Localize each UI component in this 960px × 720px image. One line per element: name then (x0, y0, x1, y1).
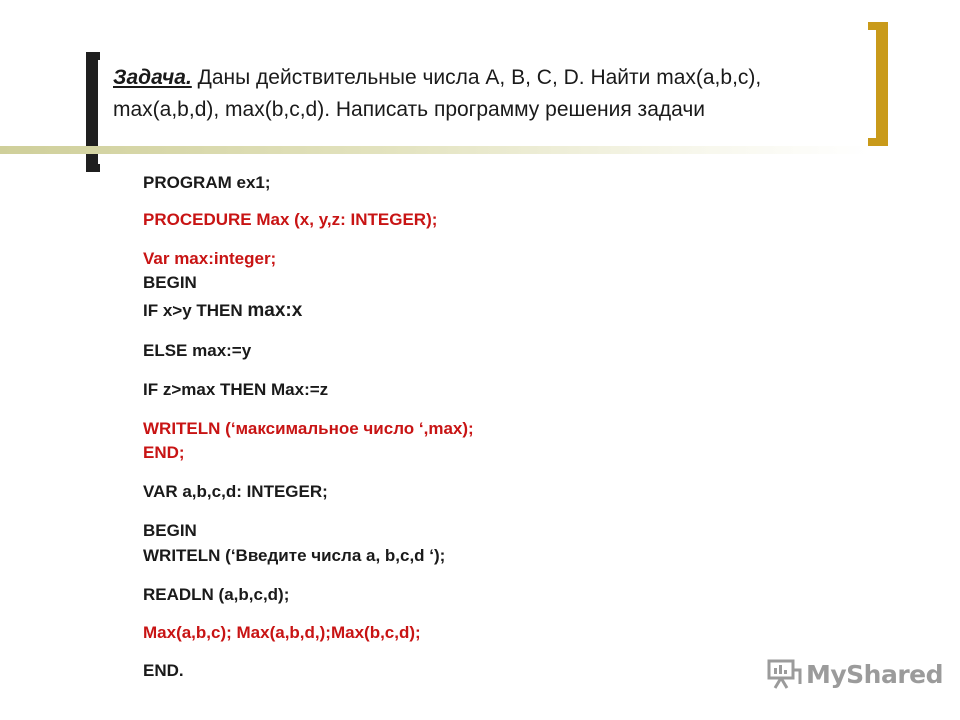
code-line-max-calls: Max(a,b,c); Max(a,b,d,);Max(b,c,d); (143, 623, 421, 642)
watermark-text: MyShared (806, 659, 944, 689)
code-line-writeln-input: WRITELN (‘Введите числа a, b,c,d ‘); (143, 546, 446, 565)
code-line-if-xy (143, 300, 302, 322)
code-line-writeln-max: WRITELN (‘максимальное число ‘,max); (143, 419, 474, 438)
code-line-begin-main: BEGIN (143, 521, 197, 540)
task-text: Даны действительные числа A, B, C, D. Найти max(a,b,c), max(a,b,d), max(b,c,d). Написать программу решения задачи (113, 66, 762, 121)
code-line-end-proc: END; (143, 443, 185, 462)
task-label: Задача. (113, 66, 192, 89)
presentation-icon (766, 658, 802, 690)
code-line-end-program: END. (143, 661, 184, 680)
code-max-assign: max:x (247, 300, 303, 321)
code-line-else: ELSE max:=y (143, 341, 252, 360)
code-line-program: PROGRAM ex1; (143, 173, 271, 192)
code-line-begin: BEGIN (143, 273, 197, 292)
code-line-readln: READLN (a,b,c,d); (143, 585, 290, 604)
code-line-procedure: PROCEDURE Max (x, y,z: INTEGER); (143, 210, 438, 229)
slide-title (113, 62, 863, 126)
code-line-var-abcd: VAR a,b,c,d: INTEGER; (143, 482, 328, 501)
left-bracket-decoration (86, 52, 100, 172)
code-line-var-max: Var max:integer; (143, 249, 277, 268)
right-bracket-decoration (868, 22, 888, 146)
code-if-part: IF x>y THEN (143, 301, 248, 320)
code-line-if-z: IF z>max THEN Max:=z (143, 380, 329, 399)
title-divider (0, 146, 870, 154)
myshared-watermark (766, 656, 943, 692)
